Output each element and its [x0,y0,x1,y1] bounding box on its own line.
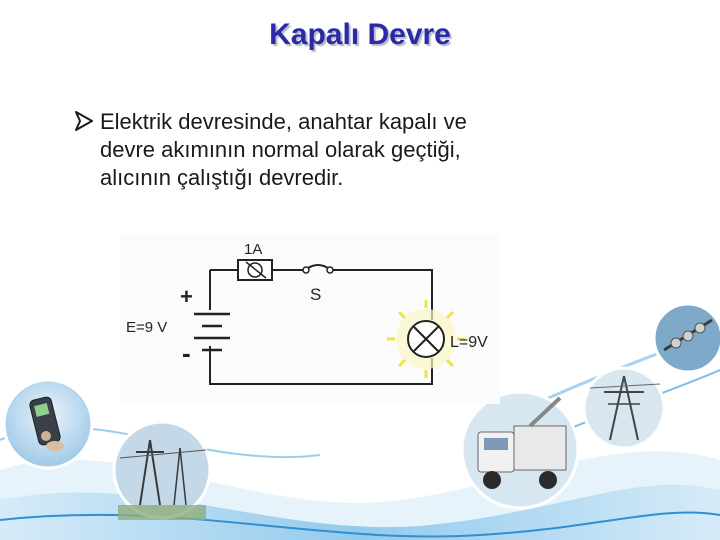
utility-truck-photo [462,392,578,508]
insulator-photo [654,304,720,372]
ammeter-symbol [238,260,272,280]
ammeter-label: 1A [244,241,263,258]
mobile-phone-photo [4,380,92,468]
transmission-tower-photo [584,368,664,448]
circuit-diagram [120,234,500,404]
lamp-label: L=9V [450,334,488,351]
minus-sign: - [182,338,191,368]
slide-title: Kapalı Devre [269,18,451,51]
switch-label: S [310,285,322,304]
source-label: E=9 V [126,319,168,336]
arrow-bullet-icon [74,110,94,132]
power-lines-photo [114,422,210,520]
bullet-line-1: Elektrik devresinde, anahtar kapalı ve [100,109,467,134]
bullet-line-2: devre akımının normal olarak geçtiği, [100,137,461,162]
plus-sign: + [180,284,193,309]
bullet-line-3: alıcının çalıştığı devredir. [100,165,344,190]
